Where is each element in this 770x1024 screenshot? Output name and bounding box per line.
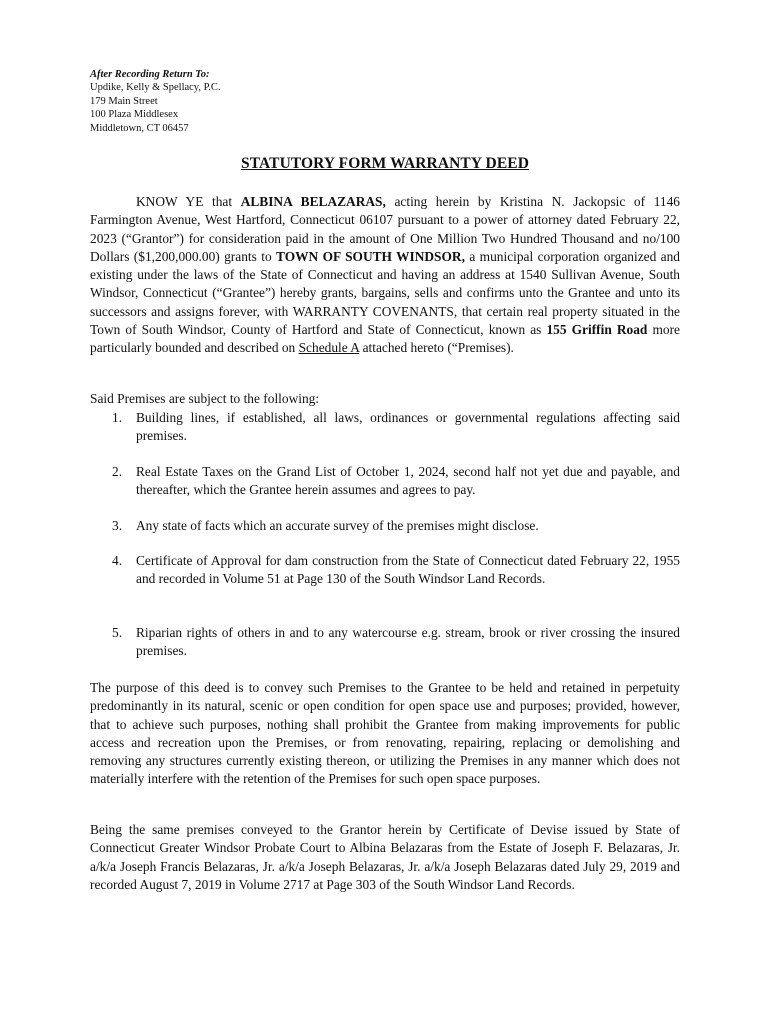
condition-item [112,463,680,500]
return-heading: After Recording Return To: [90,69,210,80]
grantor-name: ALBINA BELAZARAS, [240,194,386,209]
intro-text-4: more particularly bounded and described on [90,322,680,356]
grantee-name: TOWN OF SOUTH WINDSOR, [276,248,465,264]
condition-item [112,624,680,661]
intro-text-2: acting herein by Kristina N. Jackopsic of 1146 Farmington Avenue, West Hartford, Connecticut 06107 pursuant to a power of attorney dated February 22, 2023 (“Grantor”) for consideration paid in the amount of One Million Two Hundred Thousand and no/100 Dollars ($1,200,000.00) grants to [90,194,680,264]
intro-text-3: a municipal corporation organized and existing under the laws of the State of Connecticut and having an address at 1540 Sullivan Avenue, South Windsor, Connecticut (“Grantee”) hereby grants, bargains, sells and confirms unto the Grantee and unto its successors and assigns forever, with WARRANTY COVENANTS, that certain real property situated in the Town of South Windsor, County of Hartford and State of Connecticut, known as [90,248,680,338]
intro-text-1: KNOW YE that [136,194,241,209]
condition-item [112,552,680,589]
condition-number: 3. [112,518,123,533]
return-line-firm: Updike, Kelly & Spellacy, P.C. [90,82,221,94]
condition-number: 1. [112,410,123,425]
property-name: 155 Griffin Road [546,322,648,338]
condition-item [112,517,680,535]
condition-text: Any state of facts which an accurate survey of the premises might disclose. [136,518,539,533]
condition-item [112,409,680,446]
return-address-block [90,68,221,135]
condition-text: Real Estate Taxes on the Grand List of October 1, 2024, second half not yet due and payable, and thereafter, which the Grantee herein assumes and agrees to pay. [136,464,680,498]
deed-title: STATUTORY FORM WARRANTY DEED [240,155,530,172]
condition-text: Riparian rights of others in and to any watercourse e.g. stream, brook or river crossing the insured premises. [136,625,680,659]
condition-text: Certificate of Approval for dam construction from the State of Connecticut dated February 22, 1955 and recorded in Volume 51 at Page 130 of the South Windsor Land Records. [136,553,680,587]
condition-number: 4. [112,553,123,568]
return-line-street: 179 Main Street [90,95,158,107]
granting-paragraph [90,193,680,358]
schedule-reference: Schedule A [298,340,360,356]
condition-number: 5. [112,625,123,640]
intro-text-5: attached hereto (“Premises). [359,340,514,356]
return-line-plaza: 100 Plaza Middlesex [90,109,179,121]
condition-number: 2. [112,464,123,479]
condition-text: Building lines, if established, all laws, ordinances or governmental regulations affecting said premises. [136,410,680,444]
return-line-city: Middletown, CT 06457 [90,122,189,134]
subject-intro: Said Premises are subject to the following: [90,391,320,406]
purpose-paragraph: The purpose of this deed is to convey such Premises to the Grantee to be held and retained in perpetuity predominantly in its natural, scenic or open condition for open space use and purposes; provided, however, that to achieve such purposes, nothing shall prohibit the Grantee from making improvements for public access and recreation upon the Premises, or from renovating, repairing, replacing or demolishing and removing any structures currently existing thereon, or utilizing the Premises in any manner which does not materially interfere with the retention of the Premises for such open space purposes. [90,680,680,787]
being-paragraph: Being the same premises conveyed to the Grantor herein by Certificate of Devise issued by State of Connecticut Greater Windsor Probate Court to Albina Belazaras from the Estate of Joseph F. Belazaras, Jr. a/k/a Joseph Francis Belazaras, Jr. a/k/a Joseph Belazaras, Jr. a/k/a Joseph Belazaras dated July 29, 2019 and recorded August 7, 2019 in Volume 2717 at Page 303 of the South Windsor Land Records. [90,822,680,892]
